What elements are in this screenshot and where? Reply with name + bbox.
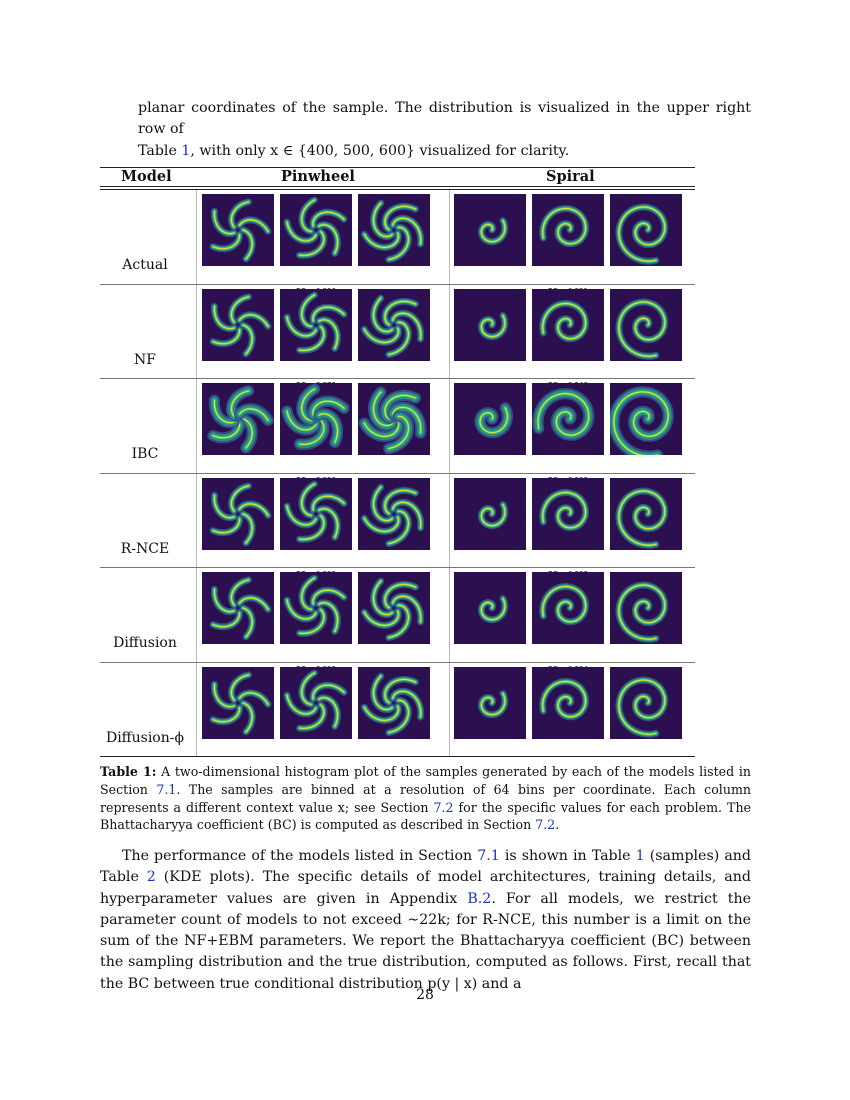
- spiral-histogram-panel: [454, 194, 526, 266]
- pinwheel-histogram-plot: [202, 194, 274, 266]
- body-text-1: The performance of the models listed in Section: [122, 848, 478, 864]
- spiral-histogram-plot: [610, 383, 682, 455]
- row-label: NF: [134, 351, 156, 368]
- pinwheel-histogram-plot: [358, 478, 430, 550]
- row-rule: [100, 473, 695, 474]
- spiral-histogram-panel: [454, 383, 526, 455]
- spiral-histogram-panel: [454, 572, 526, 644]
- pinwheel-histogram-plot: [202, 572, 274, 644]
- pinwheel-histogram-plot: [280, 478, 352, 550]
- pinwheel-histogram-plot: [202, 478, 274, 550]
- spiral-histogram-panel: [454, 289, 526, 361]
- spiral-histogram-panel: [610, 572, 682, 644]
- row-label: Actual: [122, 257, 168, 273]
- pinwheel-histogram-panel: [358, 289, 430, 361]
- spiral-histogram-panel: [532, 478, 604, 550]
- spiral-histogram-plot: [532, 289, 604, 361]
- spiral-histogram-plot: [610, 289, 682, 361]
- pinwheel-histogram-panel: [202, 667, 274, 739]
- row-label: Diffusion: [113, 635, 177, 651]
- spiral-histogram-plot: [610, 478, 682, 550]
- table-div-model: [196, 285, 197, 380]
- spiral-histogram-panel: [610, 667, 682, 739]
- pinwheel-histogram-plot: [358, 289, 430, 361]
- pinwheel-histogram-plot: [202, 383, 274, 455]
- spiral-histogram-plot: [532, 667, 604, 739]
- pinwheel-histogram-plot: [358, 383, 430, 455]
- pinwheel-histogram-plot: [358, 572, 430, 644]
- caption-text-4: .: [555, 817, 560, 833]
- table-ref-link[interactable]: 2: [146, 869, 156, 886]
- pinwheel-histogram-plot: [358, 667, 430, 739]
- header-model: Model: [121, 168, 172, 185]
- table-div-middle: [449, 568, 450, 663]
- pinwheel-histogram-panel: [280, 667, 352, 739]
- intro-line-1: planar coordinates of the sample. The distribution is visualized in the upper right row of: [138, 100, 751, 138]
- spiral-histogram-plot: [454, 667, 526, 739]
- table-div-model: [196, 379, 197, 474]
- table-div-middle: [449, 379, 450, 474]
- body-text-4: (KDE plots). The specific details of model architectures, training details, and hyperparameter values are given in Appendix: [100, 869, 751, 907]
- spiral-histogram-panel: [532, 289, 604, 361]
- pinwheel-histogram-panel: [202, 383, 274, 455]
- body-paragraph: [100, 846, 751, 995]
- pinwheel-histogram-panel: [202, 478, 274, 550]
- table-div-model: [196, 568, 197, 663]
- pinwheel-histogram-plot: [202, 667, 274, 739]
- row-rule: [100, 567, 695, 568]
- spiral-histogram-plot: [610, 194, 682, 266]
- table-caption: [100, 763, 751, 834]
- table-div-middle: [449, 663, 450, 758]
- page-number: 28: [416, 987, 434, 1003]
- table-div-middle: [449, 190, 450, 285]
- pinwheel-histogram-panel: [358, 478, 430, 550]
- table-div-middle: [449, 285, 450, 380]
- pinwheel-histogram-panel: [280, 383, 352, 455]
- caption-text-3: for the specific values for each problem. The Bhattacharyya coefficient (BC) is computed as described in Section: [100, 799, 752, 833]
- pinwheel-histogram-panel: [280, 478, 352, 550]
- table-div-middle: [449, 474, 450, 569]
- row-label: IBC: [131, 446, 159, 462]
- row-rule: [100, 378, 695, 379]
- pinwheel-histogram-plot: [280, 194, 352, 266]
- pinwheel-histogram-panel: [358, 194, 430, 266]
- section-ref-link[interactable]: 7.1: [156, 781, 177, 797]
- pinwheel-histogram-panel: [280, 194, 352, 266]
- pinwheel-histogram-panel: [358, 667, 430, 739]
- body-text-5: . For all models, we restrict the parameter count of models to not exceed ∼22k; for R-NCE, this number is a limit on the sum of the NF+EBM parameters. We report the Bhattacharyya coefficient (BC) between the sampling distribution and the true distribution, computed as follows. First, recall that the BC between true conditional distribution p(y | x) and a: [100, 890, 751, 992]
- body-text-3: (samples) and Table: [100, 848, 752, 886]
- intro-text-tail: , with only x ∈ {400, 500, 600} visualized for clarity.: [190, 142, 570, 159]
- pinwheel-histogram-plot: [280, 289, 352, 361]
- table-ref-link[interactable]: 1: [635, 848, 645, 864]
- spiral-histogram-plot: [532, 194, 604, 266]
- body-text-2: is shown in Table: [499, 848, 636, 864]
- header-spiral: Spiral: [546, 168, 595, 185]
- spiral-histogram-panel: [610, 289, 682, 361]
- header-rule-1: [100, 186, 695, 187]
- table-top-rule: [100, 167, 695, 168]
- header-pinwheel: Pinwheel: [281, 168, 355, 185]
- spiral-histogram-panel: [610, 478, 682, 550]
- caption-text-2: . The samples are binned at a resolution of 64 bins per coordinate. Each column represents a different context value x; see Section: [100, 781, 751, 815]
- pinwheel-histogram-panel: [280, 572, 352, 644]
- caption-text-1: A two-dimensional histogram plot of the samples generated by each of the models listed in Section: [100, 764, 752, 797]
- pinwheel-histogram-panel: [202, 289, 274, 361]
- spiral-histogram-panel: [610, 383, 682, 455]
- spiral-histogram-plot: [610, 572, 682, 644]
- spiral-histogram-plot: [454, 572, 526, 644]
- spiral-histogram-plot: [454, 383, 526, 455]
- table-div-model: [196, 190, 197, 285]
- table-div-model: [196, 474, 197, 569]
- appendix-ref-link[interactable]: B.2: [467, 890, 492, 907]
- spiral-histogram-plot: [532, 572, 604, 644]
- spiral-histogram-plot: [454, 194, 526, 266]
- spiral-histogram-plot: [454, 478, 526, 550]
- spiral-histogram-panel: [454, 667, 526, 739]
- table-div-model: [196, 663, 197, 758]
- pinwheel-histogram-panel: [280, 289, 352, 361]
- row-rule: [100, 662, 695, 663]
- pinwheel-histogram-panel: [202, 194, 274, 266]
- spiral-histogram-plot: [610, 667, 682, 739]
- spiral-histogram-panel: [454, 478, 526, 550]
- caption-label: Table 1:: [100, 764, 157, 779]
- pinwheel-histogram-panel: [358, 383, 430, 455]
- table-ref-link[interactable]: 1: [181, 142, 191, 159]
- pinwheel-histogram-panel: [202, 572, 274, 644]
- pinwheel-histogram-plot: [280, 572, 352, 644]
- spiral-histogram-plot: [454, 289, 526, 361]
- intro-line-2: [138, 141, 751, 162]
- spiral-histogram-panel: [532, 383, 604, 455]
- spiral-histogram-plot: [532, 383, 604, 455]
- pinwheel-histogram-panel: [358, 572, 430, 644]
- spiral-histogram-panel: [532, 572, 604, 644]
- header-rule-2: [100, 189, 695, 190]
- row-rule: [100, 284, 695, 285]
- spiral-histogram-plot: [532, 478, 604, 550]
- section-ref-link[interactable]: 7.2: [535, 817, 556, 833]
- row-label: Diffusion-ϕ: [105, 729, 185, 746]
- pinwheel-histogram-plot: [358, 194, 430, 266]
- spiral-histogram-panel: [532, 194, 604, 266]
- intro-text: Table: [138, 142, 182, 159]
- pinwheel-histogram-plot: [202, 289, 274, 361]
- section-ref-link[interactable]: 7.1: [477, 848, 500, 864]
- pinwheel-histogram-plot: [280, 383, 352, 455]
- pinwheel-histogram-plot: [280, 667, 352, 739]
- spiral-histogram-panel: [610, 194, 682, 266]
- section-ref-link[interactable]: 7.2: [433, 799, 454, 815]
- spiral-histogram-panel: [532, 667, 604, 739]
- intro-paragraph: [138, 98, 751, 162]
- row-label: R-NCE: [120, 540, 170, 557]
- row-rule: [100, 756, 695, 757]
